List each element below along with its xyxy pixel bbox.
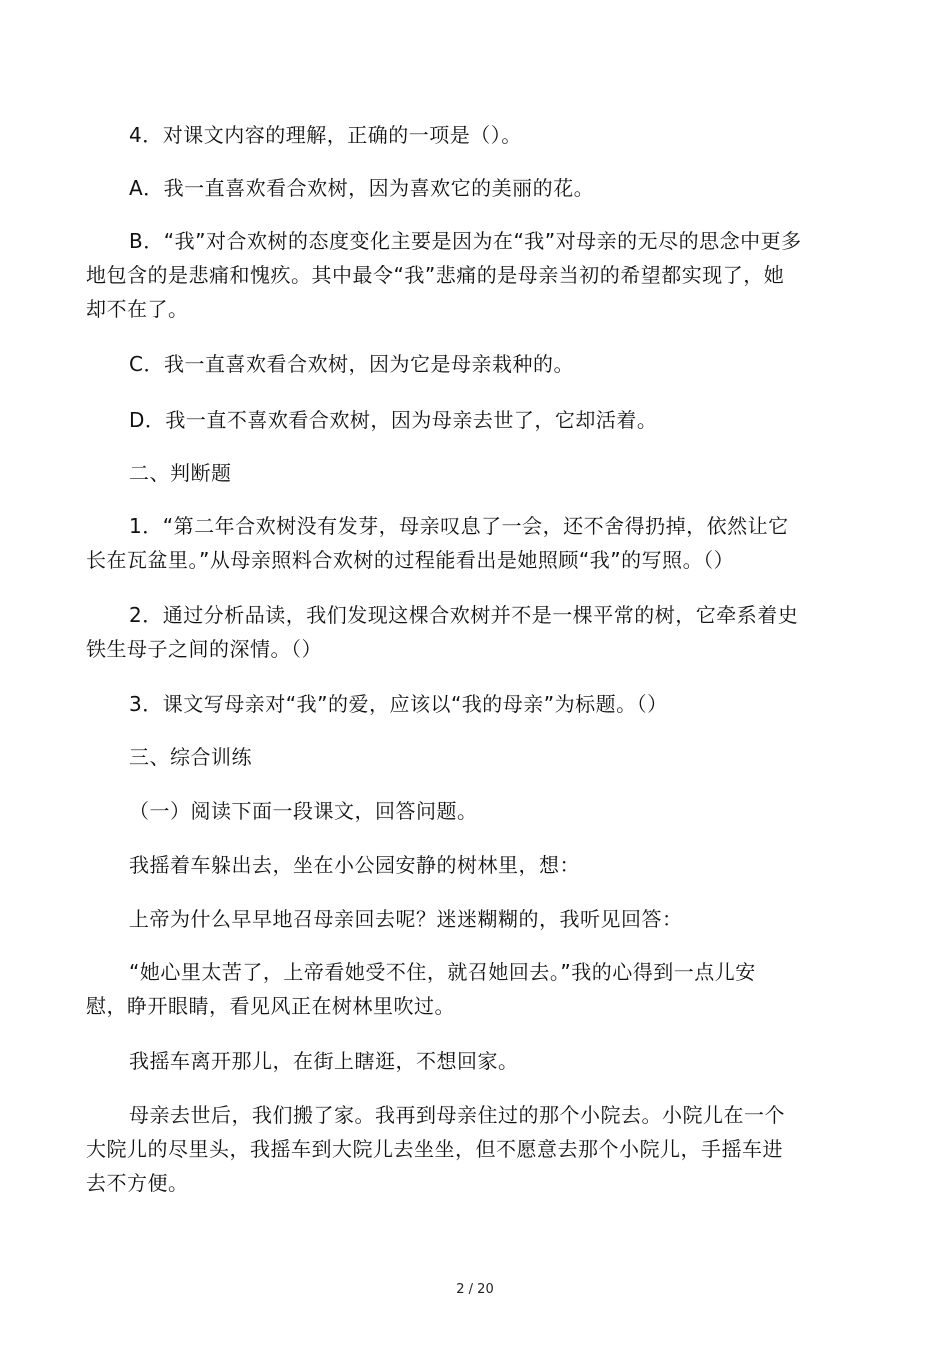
page-number: 2 / 20 xyxy=(456,1282,494,1297)
passage-paragraph-3-line-1: “她心里太苦了，上帝看她受不住，就召她回去。”我的心得到一点儿安 xyxy=(129,960,756,984)
passage-paragraph-2: 上帝为什么早早地召母亲回去呢？迷迷糊糊的，我听见回答： xyxy=(129,907,683,931)
question-4-option-d: D．我一直不喜欢看合欢树，因为母亲去世了，它却活着。 xyxy=(129,408,658,432)
question-4-option-b-line-3: 却不在了。 xyxy=(86,297,189,321)
judgement-3: 3．课文写母亲对“我”的爱，应该以“我的母亲”为标题。（） xyxy=(129,692,668,716)
passage-paragraph-5-line-3: 去不方便。 xyxy=(86,1171,189,1195)
reading-intro: （一）阅读下面一段课文，回答问题。 xyxy=(129,799,478,823)
judgement-2-line-2: 铁生母子之间的深情。（） xyxy=(86,637,322,661)
question-4-option-c: C．我一直喜欢看合欢树，因为它是母亲栽种的。 xyxy=(129,352,574,376)
passage-paragraph-3-line-2: 慰，睁开眼睛，看见风正在树林里吹过。 xyxy=(86,994,455,1018)
passage-paragraph-5-line-1: 母亲去世后，我们搬了家。我再到母亲住过的那个小院去。小院儿在一个 xyxy=(129,1103,785,1127)
question-4-option-b-line-1: B．“我”对合欢树的态度变化主要是因为在“我”对母亲的无尽的思念中更多 xyxy=(129,229,802,253)
question-4-stem: 4．对课文内容的理解，正确的一项是（）。 xyxy=(129,123,522,147)
judgement-1-line-1: 1．“第二年合欢树没有发芽，母亲叹息了一会，还不舍得扔掉，依然让它 xyxy=(129,514,789,538)
passage-paragraph-5-line-2: 大院儿的尽里头，我摇车到大院儿去坐坐，但不愿意去那个小院儿，手摇车进 xyxy=(86,1137,783,1161)
section-3-title: 三、综合训练 xyxy=(129,745,252,769)
question-4-option-a: A．我一直喜欢看合欢树，因为喜欢它的美丽的花。 xyxy=(129,176,595,200)
section-2-title: 二、判断题 xyxy=(129,461,232,485)
passage-paragraph-4: 我摇车离开那儿，在街上瞎逛，不想回家。 xyxy=(129,1049,519,1073)
judgement-1-line-2: 长在瓦盆里。”从母亲照料合欢树的过程能看出是她照顾“我”的写照。（） xyxy=(86,548,735,572)
passage-paragraph-1: 我摇着车躲出去，坐在小公园安静的树林里，想： xyxy=(129,853,580,877)
judgement-2-line-1: 2．通过分析品读，我们发现这棵合欢树并不是一棵平常的树，它牵系着史 xyxy=(129,603,799,627)
question-4-option-b-line-2: 地包含的是悲痛和愧疚。其中最令“我”悲痛的是母亲当初的希望都实现了，她 xyxy=(86,263,785,287)
